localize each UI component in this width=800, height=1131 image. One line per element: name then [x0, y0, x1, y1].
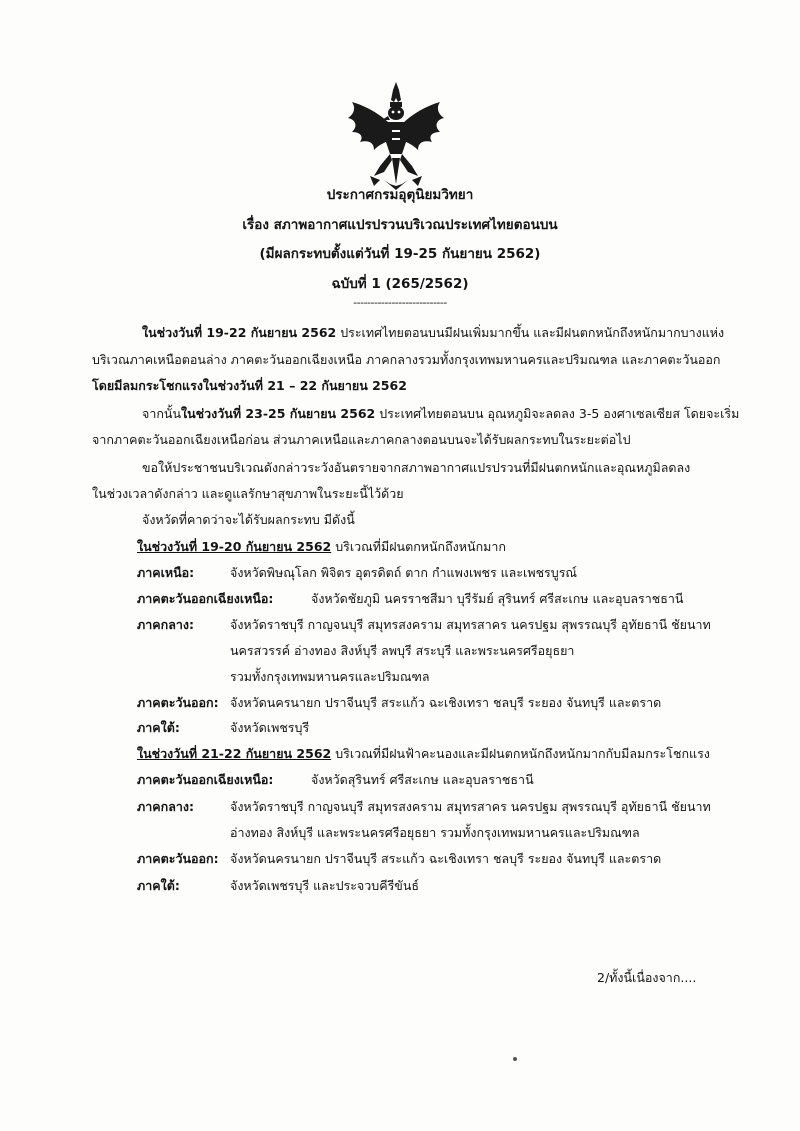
period-2-east-label: ภาคตะวันออก: — [137, 851, 219, 866]
paragraph-1-line-1 — [142, 323, 724, 343]
affected-provinces-intro: จังหวัดที่คาดว่าจะได้รับผลกระทบ มีดังนี้ — [142, 512, 355, 527]
paragraph-2-line-2: จากภาคตะวันออกเฉียงเหนือก่อน ส่วนภาคเหนือและภาคกลางตอนบนจะได้รับผลกระทบในระยะต่อไป — [92, 432, 631, 447]
period-2-east-provinces: จังหวัดนครนายก ปราจีนบุรี สระแก้ว ฉะเชิงเทรา ชลบุรี ระยอง จันทบุรี และตราด — [230, 851, 662, 866]
paragraph-2-prefix: จากนั้น — [142, 406, 182, 421]
period-2-south-provinces: จังหวัดเพชรบุรี และประจวบคีรีขันธ์ — [230, 878, 420, 893]
period-2-northeast-label: ภาคตะวันออกเฉียงเหนือ: — [137, 772, 274, 787]
period-2-northeast-provinces: จังหวัดสุรินทร์ ศรีสะเกษ และอุบลราชธานี — [311, 772, 534, 787]
page-continuation: 2/ทั้งนี้เนื่องจาก.... — [597, 970, 697, 985]
period-1-south-label: ภาคใต้: — [137, 720, 180, 735]
period-1-northeast-label: ภาคตะวันออกเฉียงเหนือ: — [137, 591, 274, 606]
period-1-east-provinces: จังหวัดนครนายก ปราจีนบุรี สระแก้ว ฉะเชิงเทรา ชลบุรี ระยอง จันทบุรี และตราด — [230, 695, 662, 710]
paragraph-1-text: ประเทศไทยตอนบนมีฝนเพิ่มมากขึ้น และมีฝนตกหนักถึงหนักมากบางแห่ง — [336, 325, 725, 340]
period-2-dates: ในช่วงวันที่ 21-22 กันยายน 2562 — [137, 746, 332, 761]
period-1-dates: ในช่วงวันที่ 19-20 กันยายน 2562 — [137, 539, 332, 554]
period-1-south-provinces: จังหวัดเพชรบุรี — [230, 720, 310, 735]
period-1-heading — [137, 537, 506, 557]
paragraph-2-line-1 — [142, 404, 739, 424]
document-title: ประกาศกรมอุตุนิยมวิทยา — [326, 187, 474, 203]
period-2-heading — [137, 744, 710, 764]
paragraph-2-text: ประเทศไทยตอนบน อุณหภูมิจะลดลง 3-5 องศาเซลเซียส โดยจะเริ่ม — [375, 406, 740, 421]
scan-speck — [513, 1057, 517, 1061]
document-subject: เรื่อง สภาพอากาศแปรปรวนบริเวณประเทศไทยตอนบน — [242, 217, 558, 233]
paragraph-3-line-2: ในช่วงเวลาดังกล่าว และดูแลรักษาสุขภาพในระยะนี้ไว้ด้วย — [92, 486, 404, 501]
paragraph-1-line-2: บริเวณภาคเหนือตอนล่าง ภาคตะวันออกเฉียงเหนือ ภาคกลางรวมทั้งกรุงเทพมหานครและปริมณฑล และภาคตะวันออก — [92, 352, 721, 367]
issue-number: ฉบับที่ 1 (265/2562) — [331, 276, 469, 292]
period-2-central-provinces-1: จังหวัดราชบุรี กาญจนบุรี สมุทรสงคราม สมุทรสาคร นครปฐม สุพรรณบุรี อุทัยธานี ชัยนาท — [230, 799, 711, 814]
period-1-central-provinces-1: จังหวัดราชบุรี กาญจนบุรี สมุทรสงคราม สมุทรสาคร นครปฐม สุพรรณบุรี อุทัยธานี ชัยนาท — [230, 617, 711, 632]
period-1-northeast-provinces: จังหวัดชัยภูมิ นครราชสีมา บุรีรัมย์ สุรินทร์ ศรีสะเกษ และอุบลราชธานี — [311, 591, 684, 606]
paragraph-3-line-1: ขอให้ประชาชนบริเวณดังกล่าวระวังอันตรายจากสภาพอากาศแปรปรวนที่มีฝนตกหนักและอุณหภูมิลดลง — [142, 460, 691, 475]
paragraph-1-lead: ในช่วงวันที่ 19-22 กันยายน 2562 — [142, 325, 337, 340]
period-1-central-provinces-2: นครสวรรค์ อ่างทอง สิงห์บุรี ลพบุรี สระบุรี และพระนครศรีอยุธยา — [230, 643, 575, 658]
paragraph-2-period: ในช่วงวันที่ 23-25 กันยายน 2562 — [181, 406, 376, 421]
period-2-central-provinces-2: อ่างทอง สิงห์บุรี และพระนครศรีอยุธยา รวมทั้งกรุงเทพมหานครและปริมณฑล — [230, 825, 640, 840]
section-divider: --------------------------- — [353, 296, 447, 309]
period-1-central-label: ภาคกลาง: — [137, 617, 194, 632]
period-1-east-label: ภาคตะวันออก: — [137, 695, 219, 710]
period-1-north-label: ภาคเหนือ: — [137, 565, 195, 580]
period-1-description: บริเวณที่มีฝนตกหนักถึงหนักมาก — [331, 539, 506, 554]
effective-dates: (มีผลกระทบตั้งแต่วันที่ 19-25 กันยายน 2562) — [259, 246, 541, 262]
period-2-description: บริเวณที่มีฝนฟ้าคะนองและมีฝนตกหนักถึงหนักมากกับมีลมกระโชกแรง — [331, 746, 710, 761]
period-1-north-provinces: จังหวัดพิษณุโลก พิจิตร อุตรดิตถ์ ตาก กำแพงเพชร และเพชรบูรณ์ — [230, 565, 578, 580]
garuda-emblem-icon — [344, 80, 448, 192]
period-2-south-label: ภาคใต้: — [137, 878, 180, 893]
paragraph-1-line-3: โดยมีลมกระโชกแรงในช่วงวันที่ 21 – 22 กันยายน 2562 — [92, 378, 407, 393]
period-2-central-label: ภาคกลาง: — [137, 799, 194, 814]
period-1-central-provinces-3: รวมทั้งกรุงเทพมหานครและปริมณฑล — [230, 669, 430, 684]
